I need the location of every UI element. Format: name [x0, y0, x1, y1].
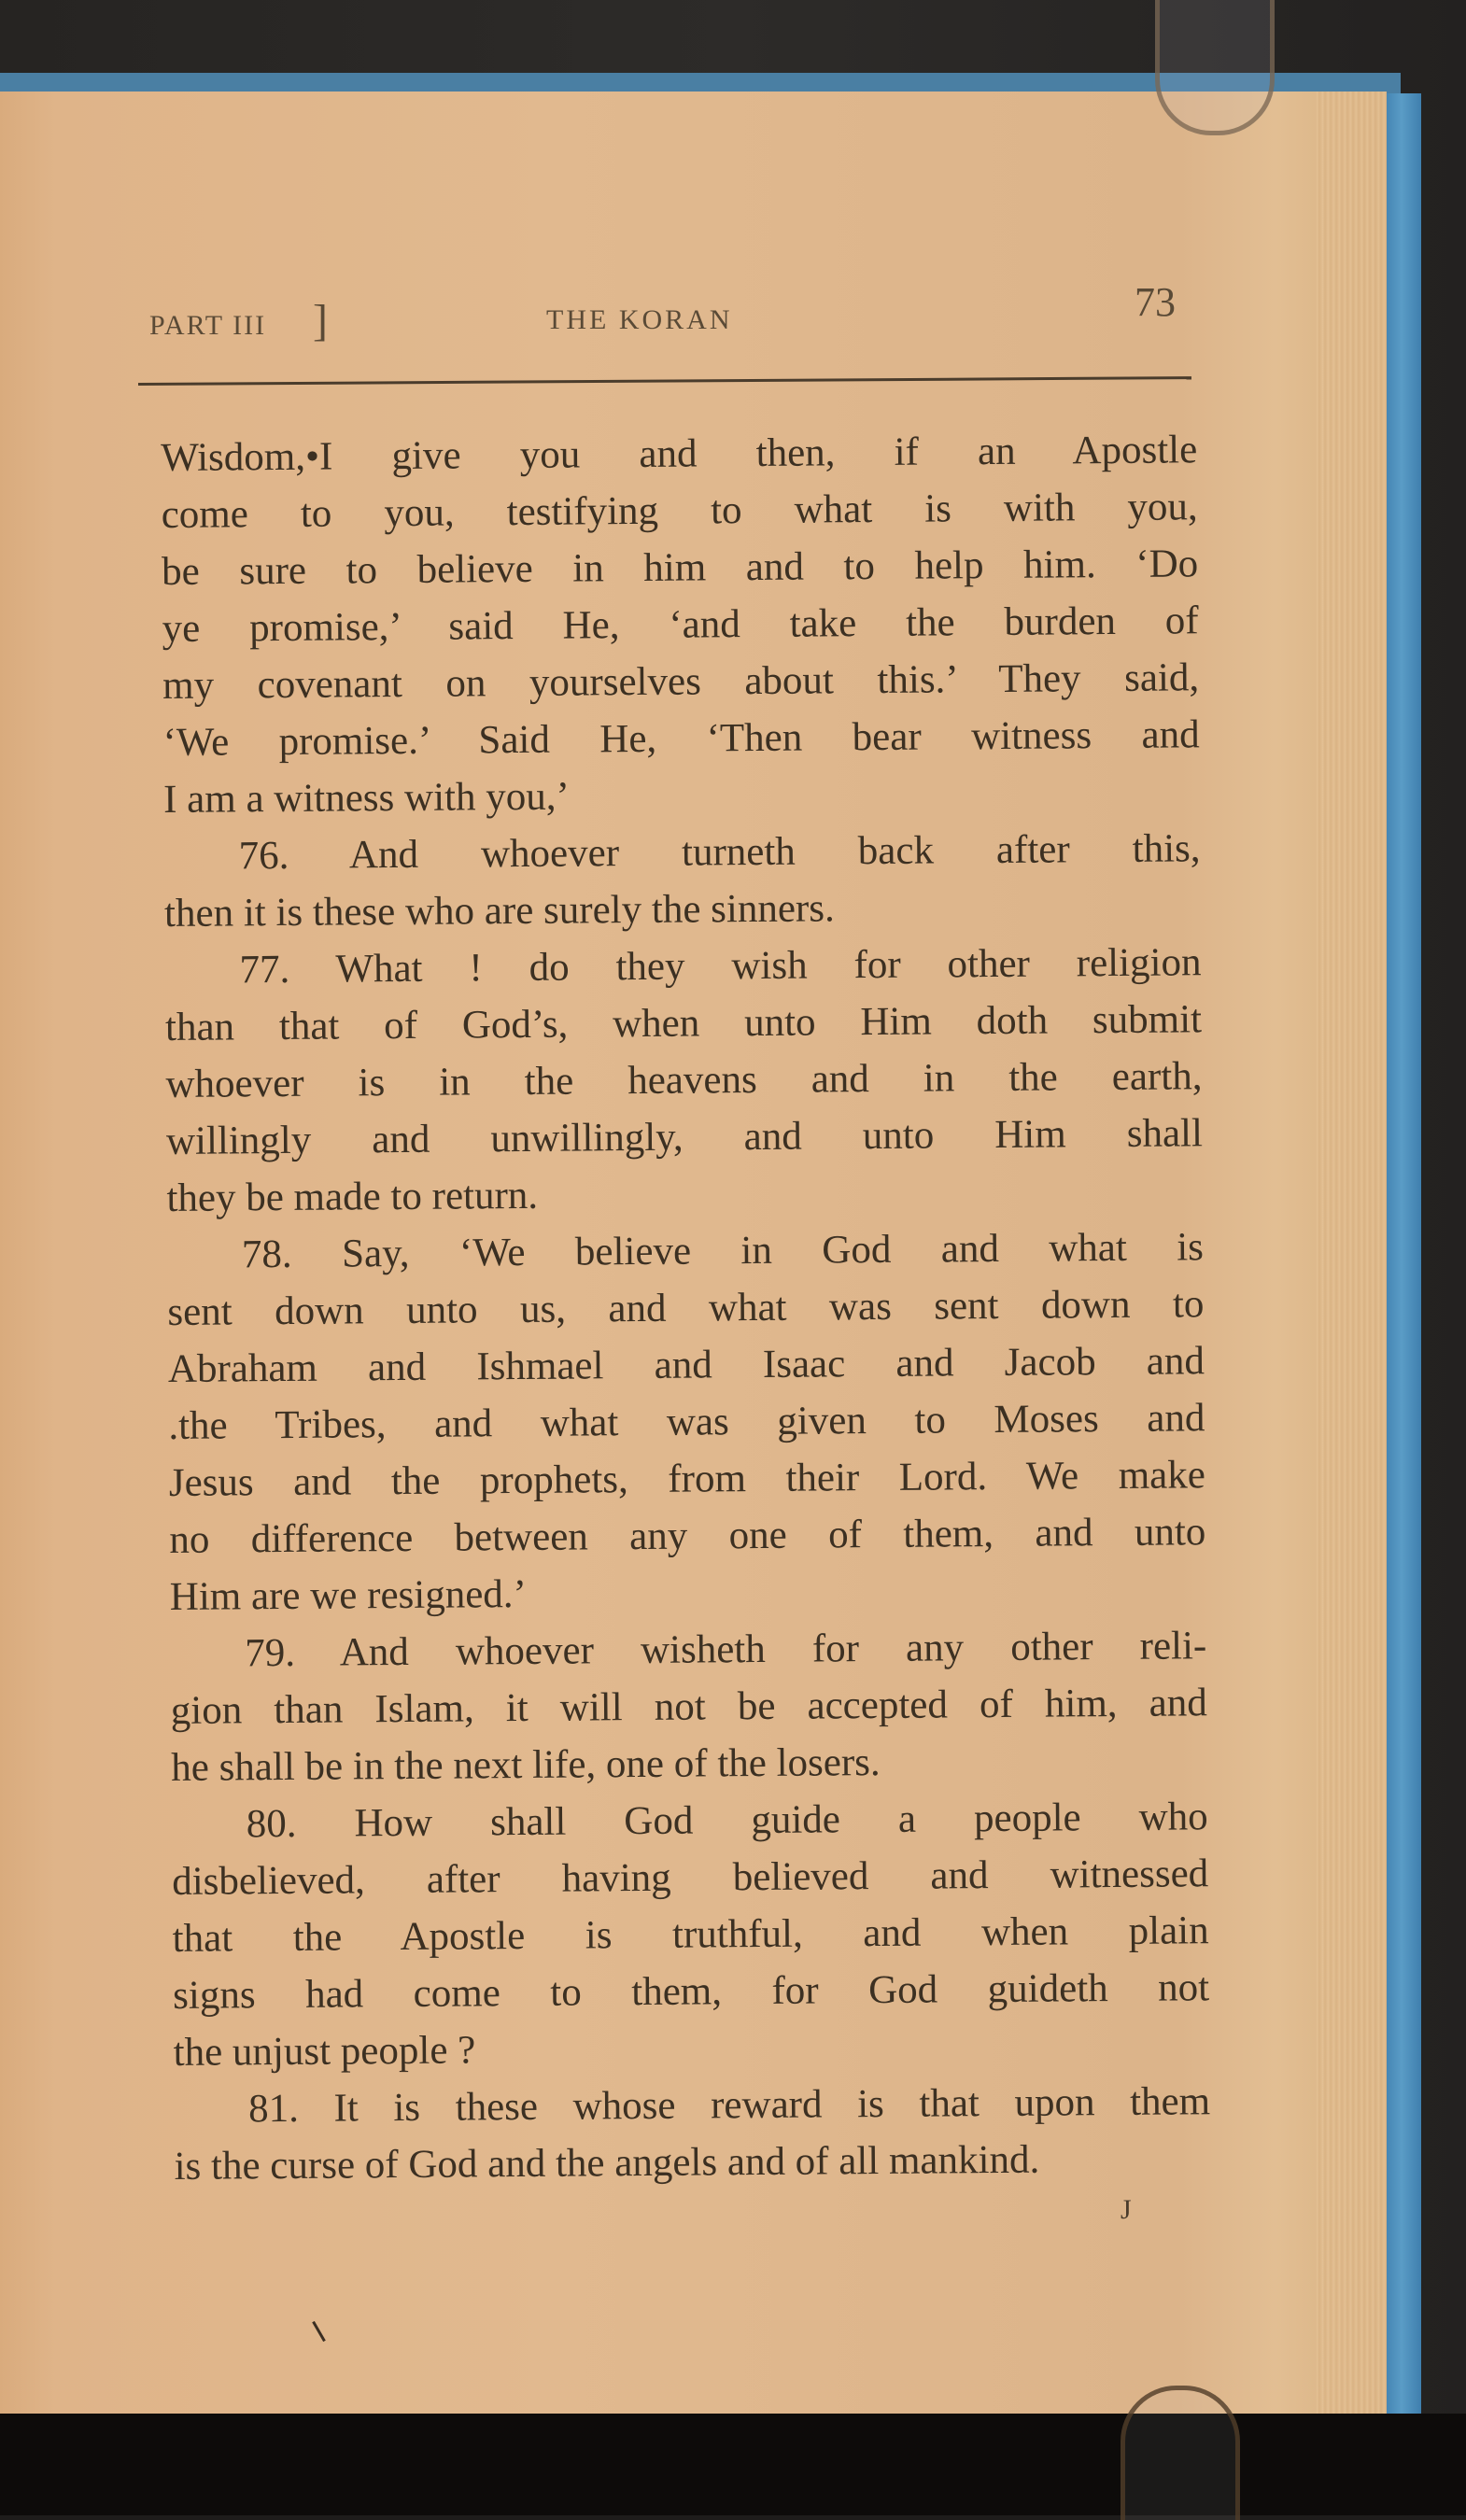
text-line: 78. Say, ‘We believe in God and what is: [241, 1225, 1205, 1277]
text-line: Wisdom,•I give you and then, if an Apostle: [161, 428, 1198, 480]
text-line: the unjust people ?: [173, 2028, 476, 2075]
text-line: signs had come to them, for God guideth not: [172, 1965, 1210, 2018]
page-clip-top-icon: [1155, 0, 1275, 135]
text-line: Abraham and Ishmael and Isaac and Jacob and: [167, 1339, 1205, 1391]
signature-mark: J: [1121, 2194, 1132, 2225]
text-line: ye promise,’ said He, ‘and take the burden of: [162, 598, 1199, 651]
book-cover-right-edge: [1382, 93, 1421, 2446]
text-line: Jesus and the prophets, from their Lord. We make: [168, 1453, 1206, 1505]
text-line: then it is these who are surely the sinners.: [163, 886, 835, 936]
text-line: no difference between any one of them, and unto: [169, 1510, 1206, 1562]
running-head-part: PART III: [149, 310, 267, 341]
text-line: ‘We promise.’ Said He, ‘Then bear witness and: [162, 712, 1200, 765]
text-line: is the curse of God and the angels and of all mankind.: [174, 2137, 1040, 2189]
text-line: than that of God’s, when unto Him doth submit: [164, 997, 1203, 1049]
text-line: that the Apostle is truthful, and when plain: [172, 1908, 1209, 1961]
body-text: [161, 421, 1211, 2195]
bottom-shadow: [0, 2414, 1466, 2515]
text-line: 80. How shall God guide a people who: [246, 1795, 1208, 1847]
page-number: 73: [1135, 279, 1176, 325]
text-line: 79. And whoever wisheth for any other reli-: [245, 1624, 1207, 1676]
text-line: willingly and unwillingly, and unto Him shall: [165, 1111, 1204, 1163]
running-head-bracket: ]: [313, 296, 328, 345]
text-line: 81. It is these whose reward is that upon them: [247, 2079, 1211, 2132]
text-line: 77. What ! do they wish for other religion: [239, 940, 1202, 993]
text-line: be sure to believe in him and to help him. ‘Do: [162, 542, 1199, 594]
running-head-title: THE KORAN: [546, 304, 733, 335]
text-line: sent down unto us, and what was sent down to: [167, 1282, 1205, 1334]
running-head: [149, 279, 1195, 345]
text-line: whoever is in the heavens and in the earth,: [165, 1054, 1203, 1106]
text-line: they be made to return.: [166, 1173, 539, 1220]
text-line: gion than Islam, it will not be accepted of him, and: [170, 1681, 1207, 1733]
text-line: Him are we resigned.’: [169, 1571, 528, 1619]
text-line: disbelieved, after having believed and witnessed: [172, 1851, 1209, 1904]
text-line: 76. And whoever turneth back after this,: [238, 826, 1201, 879]
text-line: .the Tribes, and what was given to Moses and: [168, 1396, 1205, 1448]
text-line: he shall be in the next life, one of the losers.: [171, 1739, 881, 1790]
text-line: come to you, testifying to what is with you,: [161, 485, 1198, 537]
text-line: my covenant on yourselves about this.’ They said,: [162, 655, 1200, 708]
page-clip-bottom-icon: [1121, 2386, 1240, 2520]
text-line: I am a witness with you,’: [162, 774, 570, 822]
page-stack-edge: [1317, 92, 1387, 2416]
